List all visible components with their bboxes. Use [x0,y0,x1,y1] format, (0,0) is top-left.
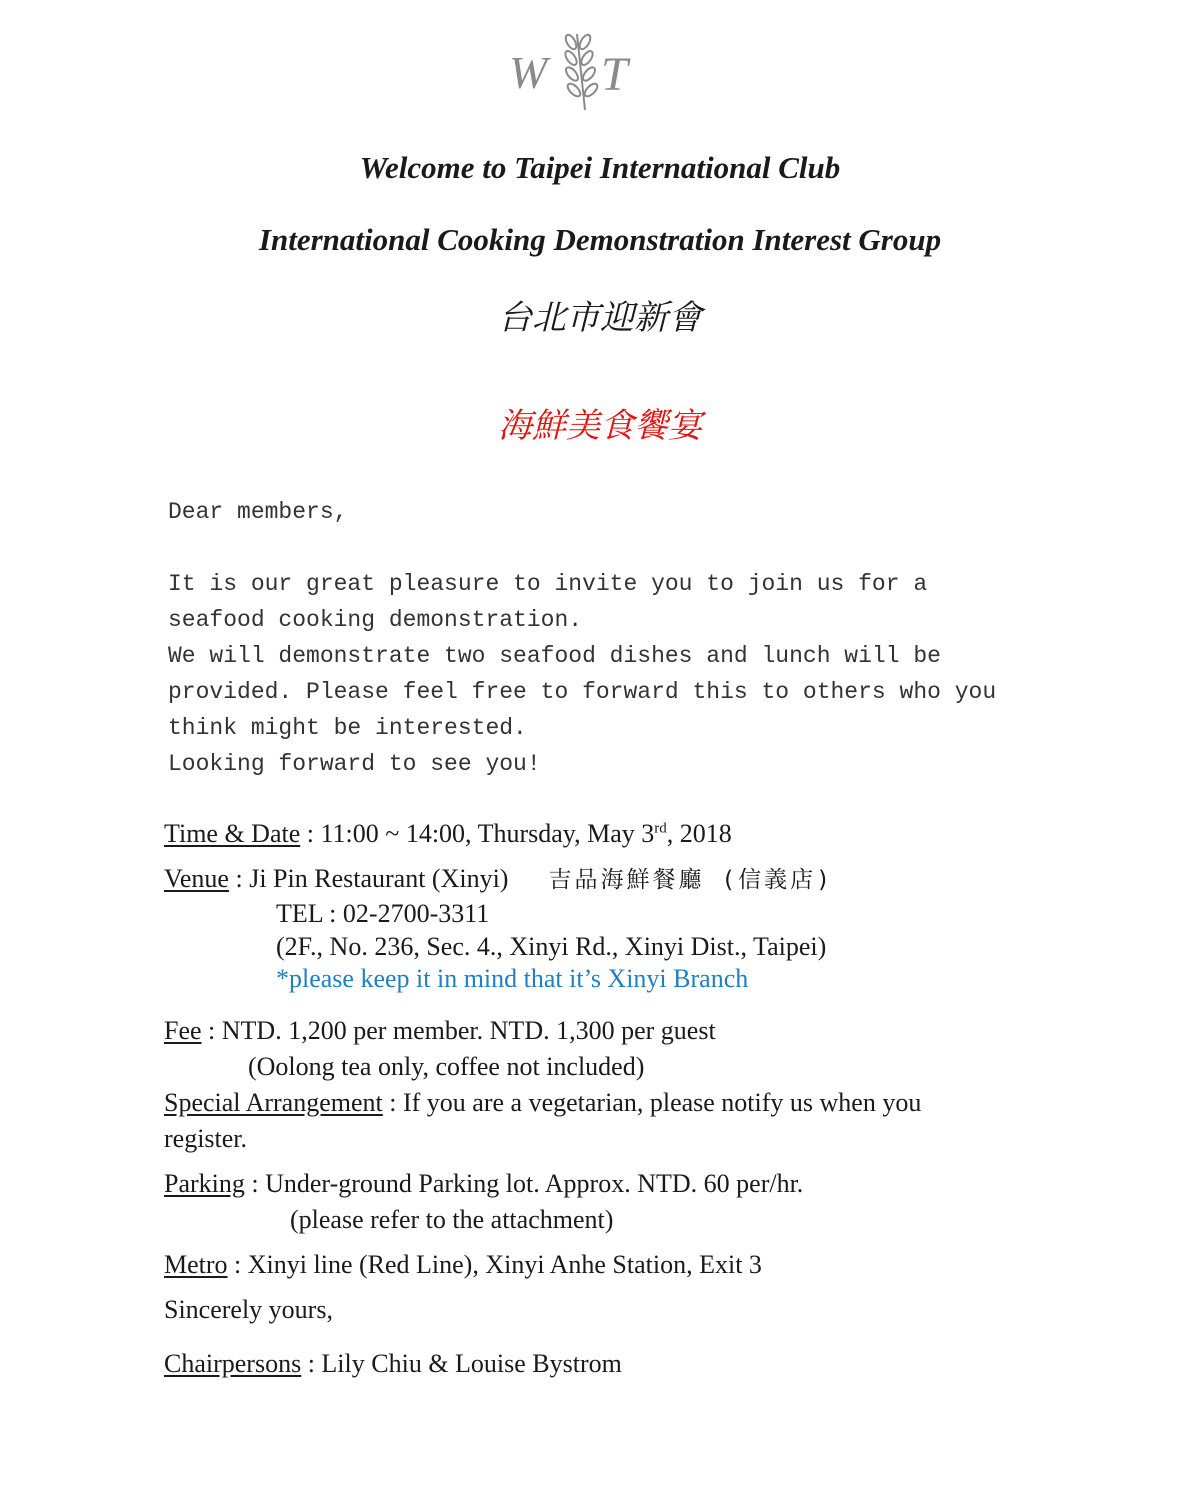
venue-note: *please keep it in mind that it’s Xinyi Branch [276,964,749,993]
metro-label: Metro [164,1250,228,1279]
time-date-suffix: rd [654,820,667,837]
letter-line: It is our great pleasure to invite you to join us for a [168,571,928,597]
time-date-row [164,816,732,852]
fee-note: (Oolong tea only, coffee not included) [248,1052,645,1081]
svg-text:W: W [509,47,548,98]
time-date-value: : 11:00 ~ 14:00, Thursday, May 3 [300,819,655,848]
salutation: Dear members, [168,499,348,525]
special-value-cont: register. [164,1124,248,1153]
time-date-year: , 2018 [666,819,732,848]
venue-label: Venue [164,864,229,893]
metro-value: : Xinyi line (Red Line), Xinyi Anhe Station, Exit 3 [227,1250,762,1279]
svg-text:T: T [601,48,628,101]
parking-value: : Under-ground Parking lot. Approx. NTD. 60 per/hr. [244,1169,804,1198]
letter-line: Looking forward to see you! [168,751,541,777]
parking-row [164,1166,803,1202]
venue-value: : Ji Pin Restaurant (Xinyi) [228,864,509,893]
special-value: : If you are a vegetarian, please notify us when you [382,1088,922,1117]
welcome-title: Welcome to Taipei International Club [359,150,841,185]
chairpersons-label: Chairpersons [164,1349,302,1378]
metro-row [164,1247,762,1283]
letter-line: We will demonstrate two seafood dishes and lunch will be [168,643,941,669]
venue-chinese-name: 吉品海鮮餐廳 (信義店) [548,867,834,893]
letter-line: think might be interested. [168,715,527,741]
event-title: 海鮮美食饗宴 [498,406,702,446]
fee-value: : NTD. 1,200 per member. NTD. 1,300 per guest [201,1016,716,1045]
venue-tel: TEL : 02-2700-3311 [276,899,490,928]
venue-row [164,861,833,898]
chairpersons-value: : Lily Chiu & Louise Bystrom [301,1349,622,1378]
special-label: Special Arrangement [164,1088,383,1117]
letter-line: seafood cooking demonstration. [168,607,583,633]
fee-row [164,1013,716,1049]
parking-note: (please refer to the attachment) [290,1205,614,1234]
group-title: International Cooking Demonstration Interest Group [258,222,942,257]
letter-line: provided. Please feel free to forward this to others who you [168,679,997,705]
special-row [164,1085,921,1121]
chinese-title: 台北市迎新會 [498,298,702,338]
venue-address: (2F., No. 236, Sec. 4., Xinyi Rd., Xinyi Dist., Taipei) [276,932,827,961]
parking-label: Parking [164,1169,245,1198]
closing: Sincerely yours, [164,1295,333,1324]
club-logo [505,28,645,116]
chairpersons-row [164,1346,622,1382]
wheat-sprig-icon [505,28,645,116]
time-date-label: Time & Date [164,819,301,848]
fee-label: Fee [164,1016,202,1045]
